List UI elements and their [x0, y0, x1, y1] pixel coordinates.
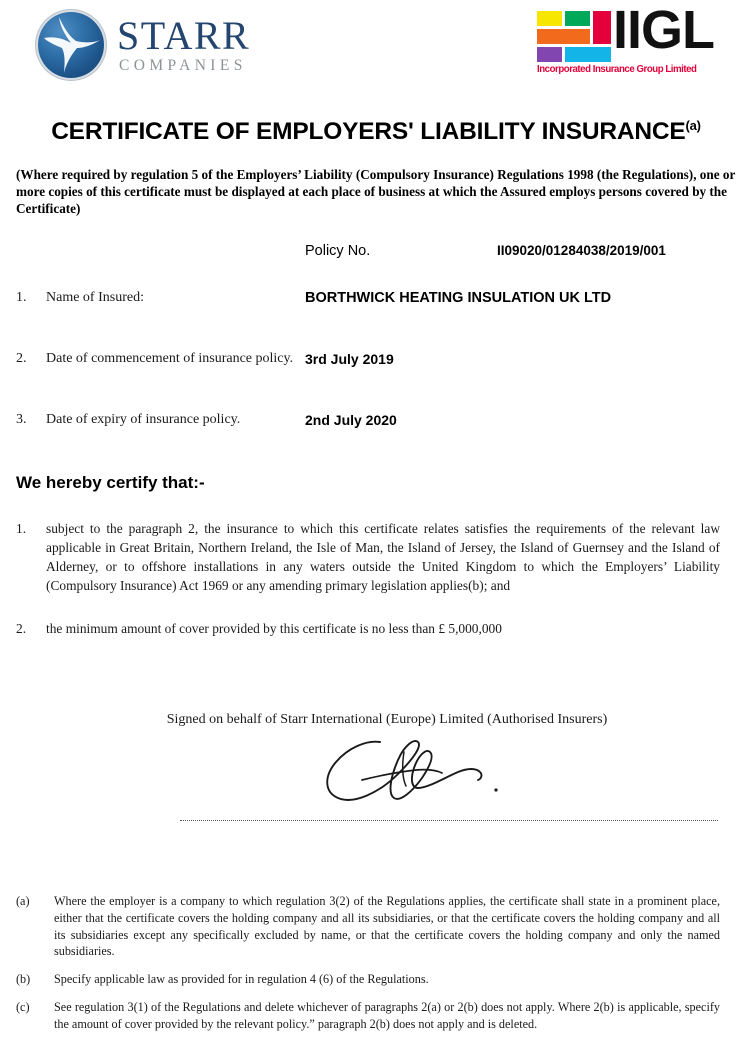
starr-subtitle: COMPANIES — [119, 57, 247, 75]
footnote-b — [16, 971, 720, 999]
clause-text: subject to the paragraph 2, the insurance to which this certificate relates satisfies the requirements of the relevant law applicable in Great Britain, Northern Ireland, the Isle of Man, the Island of Jersey, the Island of Guernsey and the Island of Alderney, or to offshore installations in any waters outside the United Kingdom to which the Employers’ Liability (Compulsory Insurance) Act 1969 or any amending primary legislation applies(b); and — [46, 520, 720, 593]
page-title — [0, 118, 752, 146]
detail-label: Name of Insured: — [46, 289, 144, 305]
iigl-letters: IIGL — [613, 0, 714, 60]
footnote-c — [16, 999, 720, 1044]
detail-number: 1. — [16, 289, 27, 305]
footnote-text: Specify applicable law as provided for in regulation 4 (6) of the Regulations. — [54, 972, 429, 987]
iigl-block-crimson — [593, 11, 611, 44]
iigl-block-purple — [537, 47, 562, 62]
detail-number: 3. — [16, 411, 27, 427]
handwritten-signature — [318, 734, 528, 826]
iigl-block-yellow — [537, 11, 562, 26]
starr-globe-icon — [38, 12, 104, 78]
regulation-note: (Where required by regulation 5 of the Employers’ Liability (Compulsory Insurance) Regulations 1998 (the Regulations), one or more copies of this certificate must be displayed at each place of business at which the Assured employs persons covered by the Certificate) — [16, 167, 736, 216]
footnotes-section — [0, 893, 752, 1044]
clause-text: the minimum amount of cover provided by this certificate is no less than £ 5,000,000 — [46, 620, 502, 636]
signature-block — [0, 734, 752, 830]
signature-dotted-line — [180, 820, 718, 821]
iigl-color-blocks — [537, 11, 611, 62]
policy-number-row — [0, 243, 752, 265]
commencement-date-value: 3rd July 2019 — [305, 350, 394, 367]
footnote-text: Where the employer is a company to which regulation 3(2) of the Regulations applies, the certificate shall state in a prominent place, either that the certificate covers the holding company and all its subsidiaries, or that the certificate covers the holding company and all its subsidiaries except any specifically excluded by name, or that the certificate covers the holding company and only the named subsidiaries. — [54, 894, 720, 959]
starr-name: STARR — [117, 13, 251, 59]
iigl-mark — [537, 0, 714, 62]
detail-label: Date of expiry of insurance policy. — [46, 411, 241, 427]
detail-label: Date of commencement of insurance policy. — [46, 350, 294, 366]
clause-1 — [16, 519, 720, 595]
iigl-logo — [537, 0, 714, 75]
clause-2 — [16, 619, 720, 638]
page-title-text: CERTIFICATE OF EMPLOYERS' LIABILITY INSURANCE — [51, 118, 686, 146]
footnote-marker: (a) — [16, 894, 30, 908]
clause-number: 2. — [16, 620, 27, 636]
detail-number: 2. — [16, 350, 27, 366]
footnote-marker: (c) — [16, 1000, 30, 1015]
iigl-block-orange — [537, 29, 590, 44]
starr-wordmark — [117, 13, 251, 75]
footnote-a — [16, 893, 720, 971]
detail-row — [0, 412, 752, 432]
clause-number: 1. — [16, 520, 27, 536]
detail-row — [0, 351, 752, 371]
policy-number-label: Policy No. — [305, 242, 371, 259]
starr-swoosh-shape — [38, 12, 104, 78]
policy-number-value: II09020/01284038/2019/001 — [497, 242, 666, 258]
footnote-marker: (b) — [16, 972, 31, 987]
insured-name-value: BORTHWICK HEATING INSULATION UK LTD — [305, 289, 612, 306]
iigl-tagline: Incorporated Insurance Group Limited — [537, 63, 697, 75]
footnote-text: See regulation 3(1) of the Regulations and delete whichever of paragraphs 2(a) or 2(b) does not apply. Where 2(b) is applicable, specify the amount of cover provided by the relevant policy.” paragraph 2(b) does not apply and is deleted. — [54, 1000, 720, 1031]
detail-row — [0, 290, 752, 310]
signature-dot — [494, 788, 497, 791]
expiry-date-value: 2nd July 2020 — [305, 411, 397, 428]
iigl-block-green — [565, 11, 590, 26]
signed-on-behalf-text: Signed on behalf of Starr International (Europe) Limited (Authorised Insurers) — [166, 711, 608, 727]
page-title-superscript: (a) — [685, 118, 701, 133]
iigl-block-cyan — [565, 47, 611, 62]
certify-heading: We hereby certify that:- — [16, 472, 205, 492]
document-header — [0, 0, 752, 104]
starr-companies-logo — [38, 12, 250, 78]
